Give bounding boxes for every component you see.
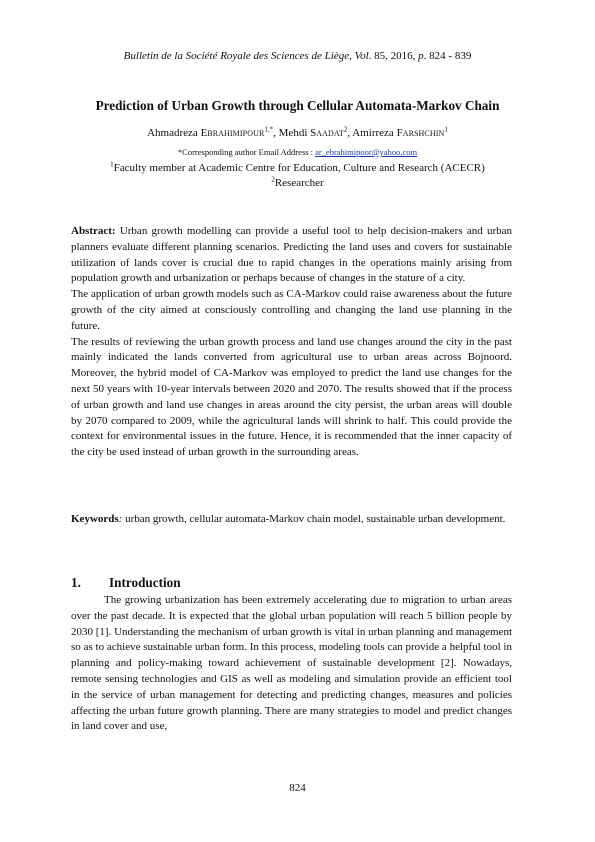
author-3-surname: ARSHCHIN bbox=[402, 129, 445, 138]
keywords bbox=[71, 512, 512, 528]
affiliation-2-text: Researcher bbox=[274, 177, 324, 189]
author-1-sup: 1,* bbox=[264, 125, 274, 134]
affiliation-2 bbox=[0, 177, 595, 189]
keywords-colon: : bbox=[118, 513, 123, 525]
author-list bbox=[0, 127, 595, 139]
abstract-paragraph-1 bbox=[71, 224, 512, 287]
abstract-paragraph-3: The results of reviewing the urban growth process and land use changes around the city in the past mainly indicated the lands converted from agricultural use to urban areas across Bojnoord. Moreover, the hybrid model of CA-Markov was employed to predict the land use changes for the next 50 years with 10-year intervals between 2020 and 2070. The results showed that if the process of urban growth and land use changes in areas around the city persist, the urban areas will double by 2070 compared to 2009, while the agricultural lands will shrink to half. This could provide the context for environmental issues in the future. Hence, it is recommended that the inner capacity of the city be used instead of urban growth in the surrounding areas. bbox=[71, 335, 512, 459]
email-link[interactable]: ar_ebrahimipoor@yahoo.com bbox=[315, 147, 418, 157]
section-number: 1. bbox=[71, 575, 81, 590]
author-1-surname: BRAHIMIPOUR bbox=[207, 129, 265, 138]
abstract-label: Abstract: bbox=[71, 225, 116, 237]
author-2-surname: AADAT bbox=[316, 129, 344, 138]
keywords-label: Keywords bbox=[71, 513, 119, 525]
affiliation-1-sup: 1 bbox=[110, 160, 114, 169]
section-heading bbox=[71, 575, 181, 591]
journal-p-label: p bbox=[418, 50, 424, 62]
affiliation-1-text: Faculty member at Academic Centre for Education, Culture and Research (ACECR) bbox=[113, 162, 485, 174]
page-number: 824 bbox=[289, 782, 306, 794]
corresponding-label: *Corresponding author Email Address : bbox=[177, 147, 316, 157]
introduction-body bbox=[71, 593, 512, 735]
abstract-text-1: Urban growth modelling can provide a useful tool to help decision-makers and urban planners evaluate different planning scenarios. Predicting the land uses and covers for sustainable utilization of lands cover is crucial due to rapid changes in the operations mainly arising from population growth and urbanization or perhaps because of changes in the stature of a city. bbox=[71, 225, 512, 285]
affiliation-2-sup: 2 bbox=[271, 175, 275, 184]
author-3-initial: F bbox=[396, 127, 403, 139]
journal-vol: . 85, 2016, bbox=[368, 50, 419, 62]
author-3-sup: 1 bbox=[444, 125, 448, 134]
journal-name: Bulletin de la Société Royale des Sciences de Liège, bbox=[123, 50, 355, 62]
author-sep-1: , Mehdi bbox=[273, 127, 311, 139]
journal-vol-label: Vol bbox=[354, 50, 369, 62]
paper-title: Prediction of Urban Growth through Cellular Automata-Markov Chain bbox=[95, 98, 500, 113]
author-2-sup: 2 bbox=[343, 125, 348, 134]
journal-pages: . 824 - 839 bbox=[423, 50, 472, 62]
author-1-initial: E bbox=[200, 127, 208, 139]
affiliation-1 bbox=[0, 162, 595, 174]
keywords-text: urban growth, cellular automata-Markov chain model, sustainable urban development. bbox=[122, 513, 506, 525]
author-2-initial: S bbox=[310, 127, 317, 139]
author-sep-2: , Amirreza bbox=[347, 127, 397, 139]
abstract-paragraph-2: The application of urban growth models such as CA-Markov could raise awareness about the future growth of the city aimed at consciously controlling and changing the land use planning in the future. bbox=[71, 288, 512, 332]
section-title: Introduction bbox=[109, 575, 181, 590]
abstract bbox=[71, 224, 512, 461]
introduction-paragraph: The growing urbanization has been extremely accelerating due to migration to urban areas over the past decade. It is expected that the global urban population will reach 5 billion people by 2030 [1]. Understanding the mechanism of urban growth is vital in urban planning and management so as to achieve sustainable urban form. In this process, modeling tools can provide a helpful tool in planning and policy-making toward achievement of sustainable development [2]. Nowadays, remote sensing technologies and GIS as well as modeling and simulation provide an efficient tool in the service of urban management for detecting and predicting changes, measures and policies affecting the urban future growth planning. There are many strategies to model and predict changes in land cover and use, bbox=[71, 594, 512, 733]
journal-header bbox=[0, 50, 595, 62]
author-1-given: Ahmadreza bbox=[147, 127, 201, 139]
corresponding-author bbox=[0, 147, 595, 157]
